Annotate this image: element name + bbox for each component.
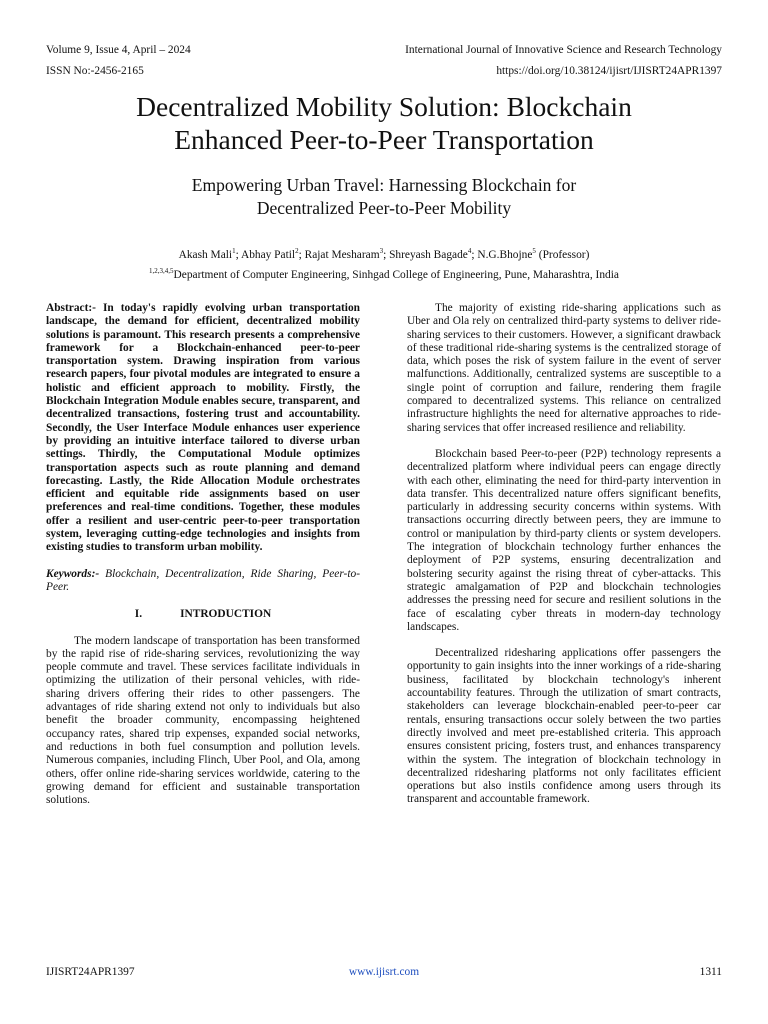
affiliation <box>40 263 728 283</box>
author-block <box>40 243 728 283</box>
author-list: Akash Mali$^1$; Abhay Patil$^2$; Rajat Mesharam$^3$; Shreyash Bagade$^4$; N.G.Bhojne$^5$ (Professor) <box>178 247 590 261</box>
running-header-bottom <box>46 65 722 77</box>
author-name: N.G.Bhojne <box>477 248 533 261</box>
section-title: INTRODUCTION <box>180 608 272 621</box>
volume-info: Volume 9, Issue 4, April – 2024 <box>46 44 191 56</box>
running-header-top <box>46 44 722 56</box>
author-name: Abhay Patil <box>240 248 296 261</box>
section-number: I. <box>134 608 143 621</box>
keywords <box>46 568 360 595</box>
author-name: Akash Mali <box>178 248 233 261</box>
affiliation-index: 1,2,3,4,5 <box>149 266 174 275</box>
left-column <box>46 302 360 807</box>
subtitle-line-2: Decentralized Peer-to-Peer Mobility <box>256 198 512 218</box>
body-paragraph: The majority of existing ride-sharing applications such as Uber and Ola rely on centralized third-party systems to deliver ride-sharing services to their customers. However, a significant drawback of these traditional ride-sharing systems is the centralized storage of data, which poses the risk of system failure in the event of server malfunctions. Additionally, centralized systems are susceptible to a single point of corruption and failure, rendering them fragile compared to decentralized systems. This reliance on centralized infrastructure highlights the need for alternative approaches to ride-sharing services that offer increased resilience and reliability. <box>407 302 721 434</box>
keywords-label: Keywords:- <box>46 567 100 580</box>
author-name: Rajat Mesharam <box>304 248 380 261</box>
author-role: (Professor) <box>535 248 590 261</box>
abstract: Abstract:- In today's rapidly evolving urban transportation landscape, the demand for efficient, decentralized mobility solutions is paramount. This research presents a comprehensive framework for a Blockchain-enhanced peer-to-peer transportation system. Drawing inspiration from various research papers, four pivotal modules are integrated to ensure a holistic and efficient approach to mobility. Firstly, the Blockchain Integration Module enables secure, transparent, and decentralized transactions, fostering trust and accountability. Secondly, the User Interface Module enhances user experience by providing an intuitive interface tailored to diverse urban settings. Thirdly, the Computational Module optimizes transportation aspects such as route planning and demand forecasting. Lastly, the Ride Allocation Module orchestrates efficient and equitable ride assignments based on user preferences and real-time conditions. Together, these modules offer a resilient and user-centric peer-to-peer transportation system, leveraging cutting-edge technologies and insights from existing studies to transform urban mobility. <box>46 302 360 554</box>
author-index: 1 <box>232 247 236 255</box>
author-index: 5 <box>532 247 536 255</box>
right-column <box>407 302 721 807</box>
doi-link[interactable]: https://doi.org/10.38124/ijisrt/IJISRT24APR1397 <box>496 65 722 77</box>
section-heading-introduction <box>46 608 360 621</box>
introduction-paragraph: The modern landscape of transportation has been transformed by the rapid rise of ride-sharing services, revolutionizing the way people commute and travel. These services facilitate individuals in optimizing the utilization of their personal vehicles, with ride-sharing drivers offering their rides to other passengers. The advantages of ride sharing extend not only to individuals but also benefit the broader community, encompassing heightened occupancy rates, shared trip expenses, expanded social networks, and reductions in both fuel consumption and pollution levels. Numerous companies, including Flinch, Uber Pool, and Ola, among others, offer online ride-sharing services worldwide, catering to the growing demand for efficient and sustainable transportation solutions. <box>46 634 360 807</box>
author-name: Shreyash Bagade <box>389 248 468 261</box>
subtitle-line-1: Empowering Urban Travel: Harnessing Blockchain for <box>191 175 577 195</box>
issn: ISSN No:-2456-2165 <box>46 65 144 77</box>
page-number: 1311 <box>699 966 722 978</box>
body-paragraph: Decentralized ridesharing applications offer passengers the opportunity to gain insights into the inner workings of a ride-sharing business, facilitated by blockchain technology's inherent accountability features. Through the utilization of smart contracts, stakeholders can leverage blockchain-enabled peer-to-peer car rentals, ensuring transactions occur solely between the two parties directly involved and meet pre-established criteria. This approach ensures consistent pricing, fosters trust, and enhances transparency within the system. The integration of blockchain technology in decentralized ridesharing platforms not only facilitates efficient operations but also instils confidence among users through its transparent and accountable framework. <box>407 647 721 806</box>
title-line-2: Enhanced Peer-to-Peer Transportation <box>174 124 594 155</box>
keywords-text: Blockchain, Decentralization, Ride Sharing, Peer-to-Peer. <box>46 567 360 593</box>
author-index: 4 <box>467 247 472 255</box>
affiliation-text: Department of Computer Engineering, Sinhgad College of Engineering, Pune, Maharashtra, India <box>173 268 619 281</box>
title-line-1: Decentralized Mobility Solution: Blockchain <box>136 91 632 122</box>
paper-subtitle <box>40 174 728 220</box>
author-index: 2 <box>295 247 299 255</box>
journal-name: International Journal of Innovative Science and Research Technology <box>405 44 722 56</box>
body-paragraph: Blockchain based Peer-to-peer (P2P) technology represents a decentralized platform where individual peers can engage directly with each other, eliminating the need for third-party intervention in data transfer. This decentralized nature offers significant benefits, particularly in addressing security concerns within systems. With transactions occurring directly between peers, they are immune to control or manipulation by third-party clients or system developers. The integration of blockchain technology further enhances the deployment of P2P systems, ensuring decentralization and bolstering security against the rising threat of cyber-attacks. This strategic amalgamation of P2P and blockchain technologies addresses the pressing need for secure and resilient solutions in the face of escalating cyber threats in modern-day technology landscapes. <box>407 447 721 633</box>
paper-title <box>40 90 728 156</box>
journal-website-link[interactable]: www.ijisrt.com <box>348 966 420 978</box>
author-index: 3 <box>379 247 384 255</box>
paper-id: IJISRT24APR1397 <box>46 966 135 978</box>
